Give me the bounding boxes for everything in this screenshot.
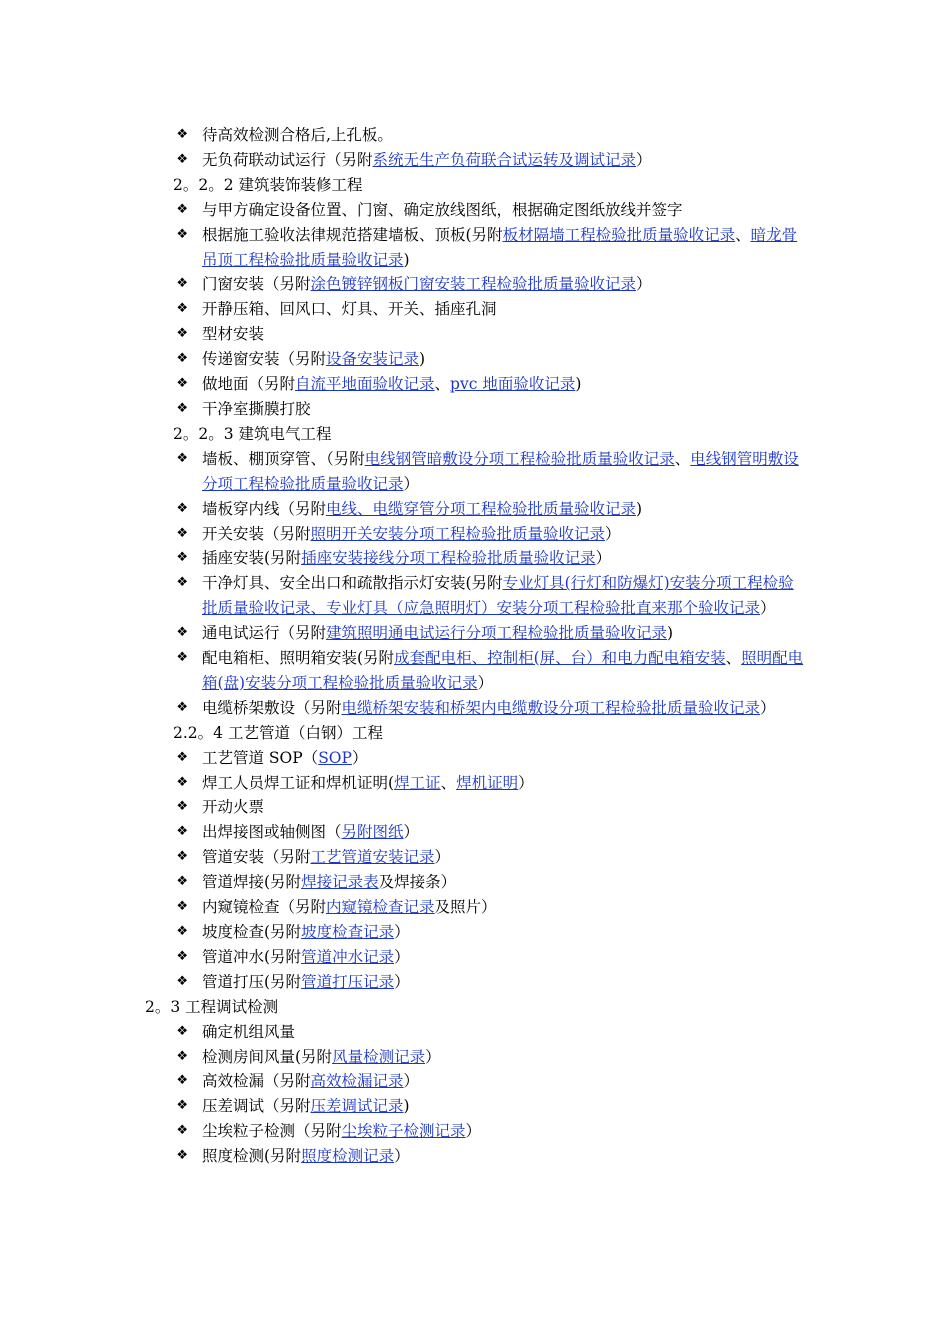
section-heading (145, 995, 815, 1020)
record-link[interactable]: 照明开关安装分项工程检验批质量验收记录 (310, 524, 606, 543)
list-item-text (202, 1144, 808, 1169)
list-item (145, 845, 815, 870)
text-segment: 2.2。4 工艺管道（白钢）工程 (173, 723, 383, 742)
text-segment: 管道打压(另附 (202, 972, 302, 991)
list-item-text (202, 970, 808, 995)
text-segment: ) (667, 624, 674, 643)
list-item (145, 497, 815, 522)
record-link[interactable]: 电线钢管明敷设分项工程检验批质量验收记录 (202, 449, 799, 493)
text-segment: 、 (674, 449, 691, 468)
section-heading (145, 422, 815, 447)
list-item (145, 1144, 815, 1169)
list-item-text (202, 870, 808, 895)
text-segment: 高效检漏（另附 (202, 1072, 311, 1091)
list-item (145, 771, 815, 796)
record-link[interactable]: 压差调试记录 (310, 1097, 404, 1116)
list-item (145, 1020, 815, 1045)
diamond-bullet-icon: ❖ (176, 625, 188, 641)
list-item-text (202, 546, 808, 571)
list-item (145, 272, 815, 297)
list-item-text (202, 746, 808, 771)
list-item-text (202, 945, 808, 970)
list-item (145, 372, 815, 397)
diamond-bullet-icon: ❖ (176, 376, 188, 392)
list-item (145, 522, 815, 547)
text-segment: 无负荷联动试运行（另附 (202, 150, 373, 169)
list-item-text (202, 845, 808, 870)
text-segment: 干净灯具、安全出口和疏散指示灯安装(另附 (202, 574, 503, 593)
list-item-text (202, 372, 808, 397)
diamond-bullet-icon: ❖ (176, 899, 188, 915)
text-segment: ） (760, 599, 776, 618)
text-segment: 型材安装 (202, 325, 265, 344)
diamond-bullet-icon: ❖ (176, 1123, 188, 1139)
list-item-text (202, 621, 808, 646)
diamond-bullet-icon: ❖ (176, 151, 188, 167)
text-segment: 管道安装（另附 (202, 848, 311, 867)
list-item (145, 123, 815, 148)
diamond-bullet-icon: ❖ (176, 650, 188, 666)
record-link[interactable]: 管道冲水记录 (301, 947, 395, 966)
text-segment: 待高效检测合格后,上孔板。 (202, 126, 393, 144)
list-item (145, 945, 815, 970)
section-heading (145, 721, 815, 746)
text-segment: ） (403, 474, 420, 493)
text-segment: ） (636, 150, 652, 169)
text-segment: 开静压箱、回风口、灯具、开关、插座孔洞 (202, 300, 497, 319)
list-item (145, 621, 815, 646)
list-item (145, 646, 815, 696)
text-segment: ） (394, 947, 410, 966)
text-segment: ) (403, 1097, 410, 1116)
record-link[interactable]: 高效检漏记录 (310, 1072, 404, 1091)
record-link[interactable]: 建筑照明通电试运行分项工程检验批质量验收记录 (326, 624, 668, 643)
text-segment: 坡度检查(另附 (202, 923, 302, 941)
record-link[interactable]: SOP (318, 748, 352, 767)
text-segment: ） (403, 823, 420, 842)
diamond-bullet-icon: ❖ (176, 774, 188, 790)
diamond-bullet-icon: ❖ (176, 1048, 188, 1064)
text-segment: ） (465, 1122, 482, 1141)
list-item (145, 1069, 815, 1094)
text-segment: 照度检测(另附 (202, 1147, 302, 1166)
list-item (145, 820, 815, 845)
text-segment: 墙板、棚顶穿管、（另附 (202, 449, 365, 468)
text-segment: ） (425, 1047, 441, 1066)
text-segment: 2。2。3 建筑电气工程 (173, 424, 332, 443)
record-link[interactable]: 设备安装记录 (326, 350, 420, 369)
diamond-bullet-icon: ❖ (176, 301, 188, 317)
diamond-bullet-icon: ❖ (176, 201, 188, 217)
record-link[interactable]: 暗龙骨吊顶工程检验批质量验收记录 (202, 225, 798, 269)
list-item-text (202, 696, 808, 721)
record-link[interactable]: 管道打压记录 (301, 972, 395, 991)
text-segment: 根据施工验收法律规范搭建墙板、顶板(另附 (202, 225, 503, 244)
list-item (145, 920, 815, 945)
list-item (145, 198, 815, 223)
record-link[interactable]: 焊工证 (394, 773, 441, 792)
list-item-text (202, 347, 808, 372)
text-segment: 焊工人员焊工证和焊机证明( (202, 773, 395, 792)
list-item (145, 1094, 815, 1119)
text-segment: 门窗安装（另附 (202, 275, 311, 294)
diamond-bullet-icon: ❖ (176, 351, 188, 367)
list-item-text (202, 322, 808, 347)
record-link[interactable]: 自流平地面验收记录 (295, 375, 435, 394)
list-item-text (202, 1119, 808, 1144)
diamond-bullet-icon: ❖ (176, 749, 188, 765)
diamond-bullet-icon: ❖ (176, 450, 188, 466)
record-link[interactable]: pvc 地面验收记录 (450, 375, 576, 394)
list-item-text (202, 771, 808, 796)
record-link[interactable]: 插座安装接线分项工程检验批质量验收记录 (301, 549, 596, 568)
record-link[interactable]: 系统无生产负荷联合试运转及调试记录 (372, 150, 637, 169)
list-item-text (202, 1020, 808, 1045)
diamond-bullet-icon: ❖ (176, 973, 188, 989)
list-item (145, 148, 815, 173)
text-segment: ） (760, 698, 776, 717)
list-item-text (202, 820, 808, 845)
list-item-text (202, 1069, 808, 1094)
list-item (145, 895, 815, 920)
diamond-bullet-icon: ❖ (176, 924, 188, 939)
list-item (145, 546, 815, 571)
diamond-bullet-icon: ❖ (176, 500, 188, 516)
text-segment: 及焊接条） (378, 873, 457, 892)
text-segment: 做地面（另附 (202, 375, 296, 394)
text-segment: ） (477, 673, 494, 692)
record-link[interactable]: 尘埃粒子检测记录 (341, 1122, 466, 1141)
record-link[interactable]: 专业灯具(行灯和防爆灯)安装分项工程检验批质量验收记录、专业灯具（应急照明灯）安装分项工程检验批直来那个验收记录 (202, 574, 794, 618)
text-segment: 出焊接图或轴侧图（ (202, 823, 342, 842)
list-item-text (202, 447, 808, 497)
list-item (145, 746, 815, 771)
list-item (145, 1045, 815, 1070)
list-item (145, 223, 815, 273)
diamond-bullet-icon: ❖ (176, 849, 188, 865)
text-segment: ) (403, 250, 410, 269)
text-segment: 开关安装（另附 (202, 524, 311, 543)
list-item (145, 322, 815, 347)
list-item-text (202, 148, 808, 173)
list-item (145, 1119, 815, 1144)
list-item-text (202, 795, 808, 820)
list-item-text (202, 646, 808, 696)
list-item (145, 571, 815, 621)
text-segment: 电缆桥架敷设（另附 (202, 698, 342, 717)
diamond-bullet-icon: ❖ (176, 127, 188, 142)
document-body (145, 123, 815, 1169)
text-segment: ） (518, 773, 534, 792)
text-segment: 检测房间风量(另附 (202, 1047, 333, 1066)
record-link[interactable]: 电线钢管暗敷设分项工程检验批质量验收记录 (364, 449, 675, 468)
record-link[interactable]: 成套配电柜、控制柜(屏、台）和电力配电箱安装 (394, 649, 726, 668)
text-segment: 插座安装(另附 (202, 549, 302, 568)
text-segment: 墙板穿内线（另附 (202, 499, 327, 518)
diamond-bullet-icon: ❖ (176, 1098, 188, 1114)
text-segment: 、 (440, 773, 457, 792)
text-segment: 、 (735, 225, 751, 244)
record-link[interactable]: 焊机证明 (456, 773, 519, 792)
record-link[interactable]: 照明配电箱(盘)安装分项工程检验批质量验收记录 (202, 649, 804, 692)
diamond-bullet-icon: ❖ (176, 550, 188, 566)
list-item (145, 297, 815, 322)
list-item-text (202, 123, 808, 148)
record-link[interactable]: 内窥镜检查记录 (326, 898, 435, 917)
diamond-bullet-icon: ❖ (176, 1023, 188, 1039)
record-link[interactable]: 另附图纸 (341, 823, 404, 842)
text-segment: 确定机组风量 (202, 1022, 296, 1041)
record-link[interactable]: 坡度检查记录 (301, 923, 395, 941)
list-item-text (202, 297, 808, 322)
diamond-bullet-icon: ❖ (176, 824, 188, 840)
text-segment: 、 (434, 375, 451, 394)
text-segment: ） (394, 923, 410, 941)
text-segment: 干净室撕膜打胶 (202, 399, 311, 418)
diamond-bullet-icon: ❖ (176, 400, 188, 416)
text-segment: 及照片） (434, 898, 497, 917)
record-link[interactable]: 涂色镀锌钢板门窗安装工程检验批质量验收记录 (310, 275, 637, 294)
diamond-bullet-icon: ❖ (176, 326, 188, 342)
text-segment: 管道焊接(另附 (202, 873, 302, 892)
list-item-text (202, 1094, 808, 1119)
list-item (145, 696, 815, 721)
text-segment: ） (434, 848, 451, 867)
text-segment: 内窥镜检查（另附 (202, 898, 327, 917)
diamond-bullet-icon: ❖ (176, 226, 188, 242)
list-item-text (202, 895, 808, 920)
list-item (145, 397, 815, 422)
list-item-text (202, 198, 808, 223)
diamond-bullet-icon: ❖ (176, 799, 188, 815)
text-segment: ) (419, 350, 426, 369)
list-item (145, 970, 815, 995)
text-segment: ） (636, 275, 652, 294)
list-item-text (202, 397, 808, 422)
list-item-text (202, 1045, 808, 1070)
record-link[interactable]: 板材隔墙工程检验批质量验收记录 (502, 225, 736, 244)
list-item (145, 447, 815, 497)
text-segment: 与甲方确定设备位置、门窗、确定放线图纸，根据确定图纸放线并签字 (202, 200, 683, 219)
diamond-bullet-icon: ❖ (176, 874, 188, 890)
text-segment: 尘埃粒子检测（另附 (202, 1122, 342, 1141)
record-link[interactable]: 工艺管道安装记录 (310, 848, 435, 867)
text-segment: 传递窗安装（另附 (202, 350, 327, 369)
diamond-bullet-icon: ❖ (176, 1148, 188, 1164)
record-link[interactable]: 电缆桥架安装和桥架内电缆敷设分项工程检验批质量验收记录 (341, 698, 761, 717)
text-segment: 2。2。2 建筑装饰装修工程 (173, 175, 363, 194)
text-segment: ） (351, 748, 368, 767)
record-link[interactable]: 电线、电缆穿管分项工程检验批质量验收记录 (326, 499, 637, 518)
diamond-bullet-icon: ❖ (176, 948, 188, 964)
text-segment: 、 (725, 649, 742, 668)
text-segment: ） (605, 524, 621, 543)
list-item (145, 347, 815, 372)
text-segment: 通电试运行（另附 (202, 624, 327, 643)
record-link[interactable]: 焊接记录表 (301, 873, 379, 892)
section-heading (145, 173, 815, 198)
list-item-text (202, 272, 808, 297)
text-segment: 工艺管道 SOP（ (202, 748, 319, 767)
text-segment: 管道冲水(另附 (202, 947, 302, 966)
list-item-text (202, 920, 808, 945)
text-segment: ） (403, 1072, 420, 1091)
list-item (145, 870, 815, 895)
list-item-text (202, 223, 808, 273)
text-segment: 2。3 工程调试检测 (145, 997, 279, 1016)
list-item-text (202, 571, 808, 621)
diamond-bullet-icon: ❖ (176, 699, 188, 715)
list-item-text (202, 522, 808, 547)
diamond-bullet-icon: ❖ (176, 575, 188, 591)
text-segment: 配电箱柜、照明箱安装(另附 (202, 649, 395, 668)
diamond-bullet-icon: ❖ (176, 525, 188, 541)
text-segment: ） (394, 972, 410, 991)
text-segment: 压差调试（另附 (202, 1097, 311, 1116)
list-item-text (202, 497, 808, 522)
text-segment: ) (636, 499, 643, 518)
text-segment: 开动火票 (202, 798, 265, 817)
text-segment: ） (394, 1147, 410, 1166)
record-link[interactable]: 风量检测记录 (332, 1047, 426, 1066)
diamond-bullet-icon: ❖ (176, 276, 188, 292)
diamond-bullet-icon: ❖ (176, 1073, 188, 1089)
record-link[interactable]: 照度检测记录 (301, 1147, 395, 1166)
text-segment: ） (595, 549, 612, 568)
text-segment: ) (575, 375, 582, 394)
list-item (145, 795, 815, 820)
